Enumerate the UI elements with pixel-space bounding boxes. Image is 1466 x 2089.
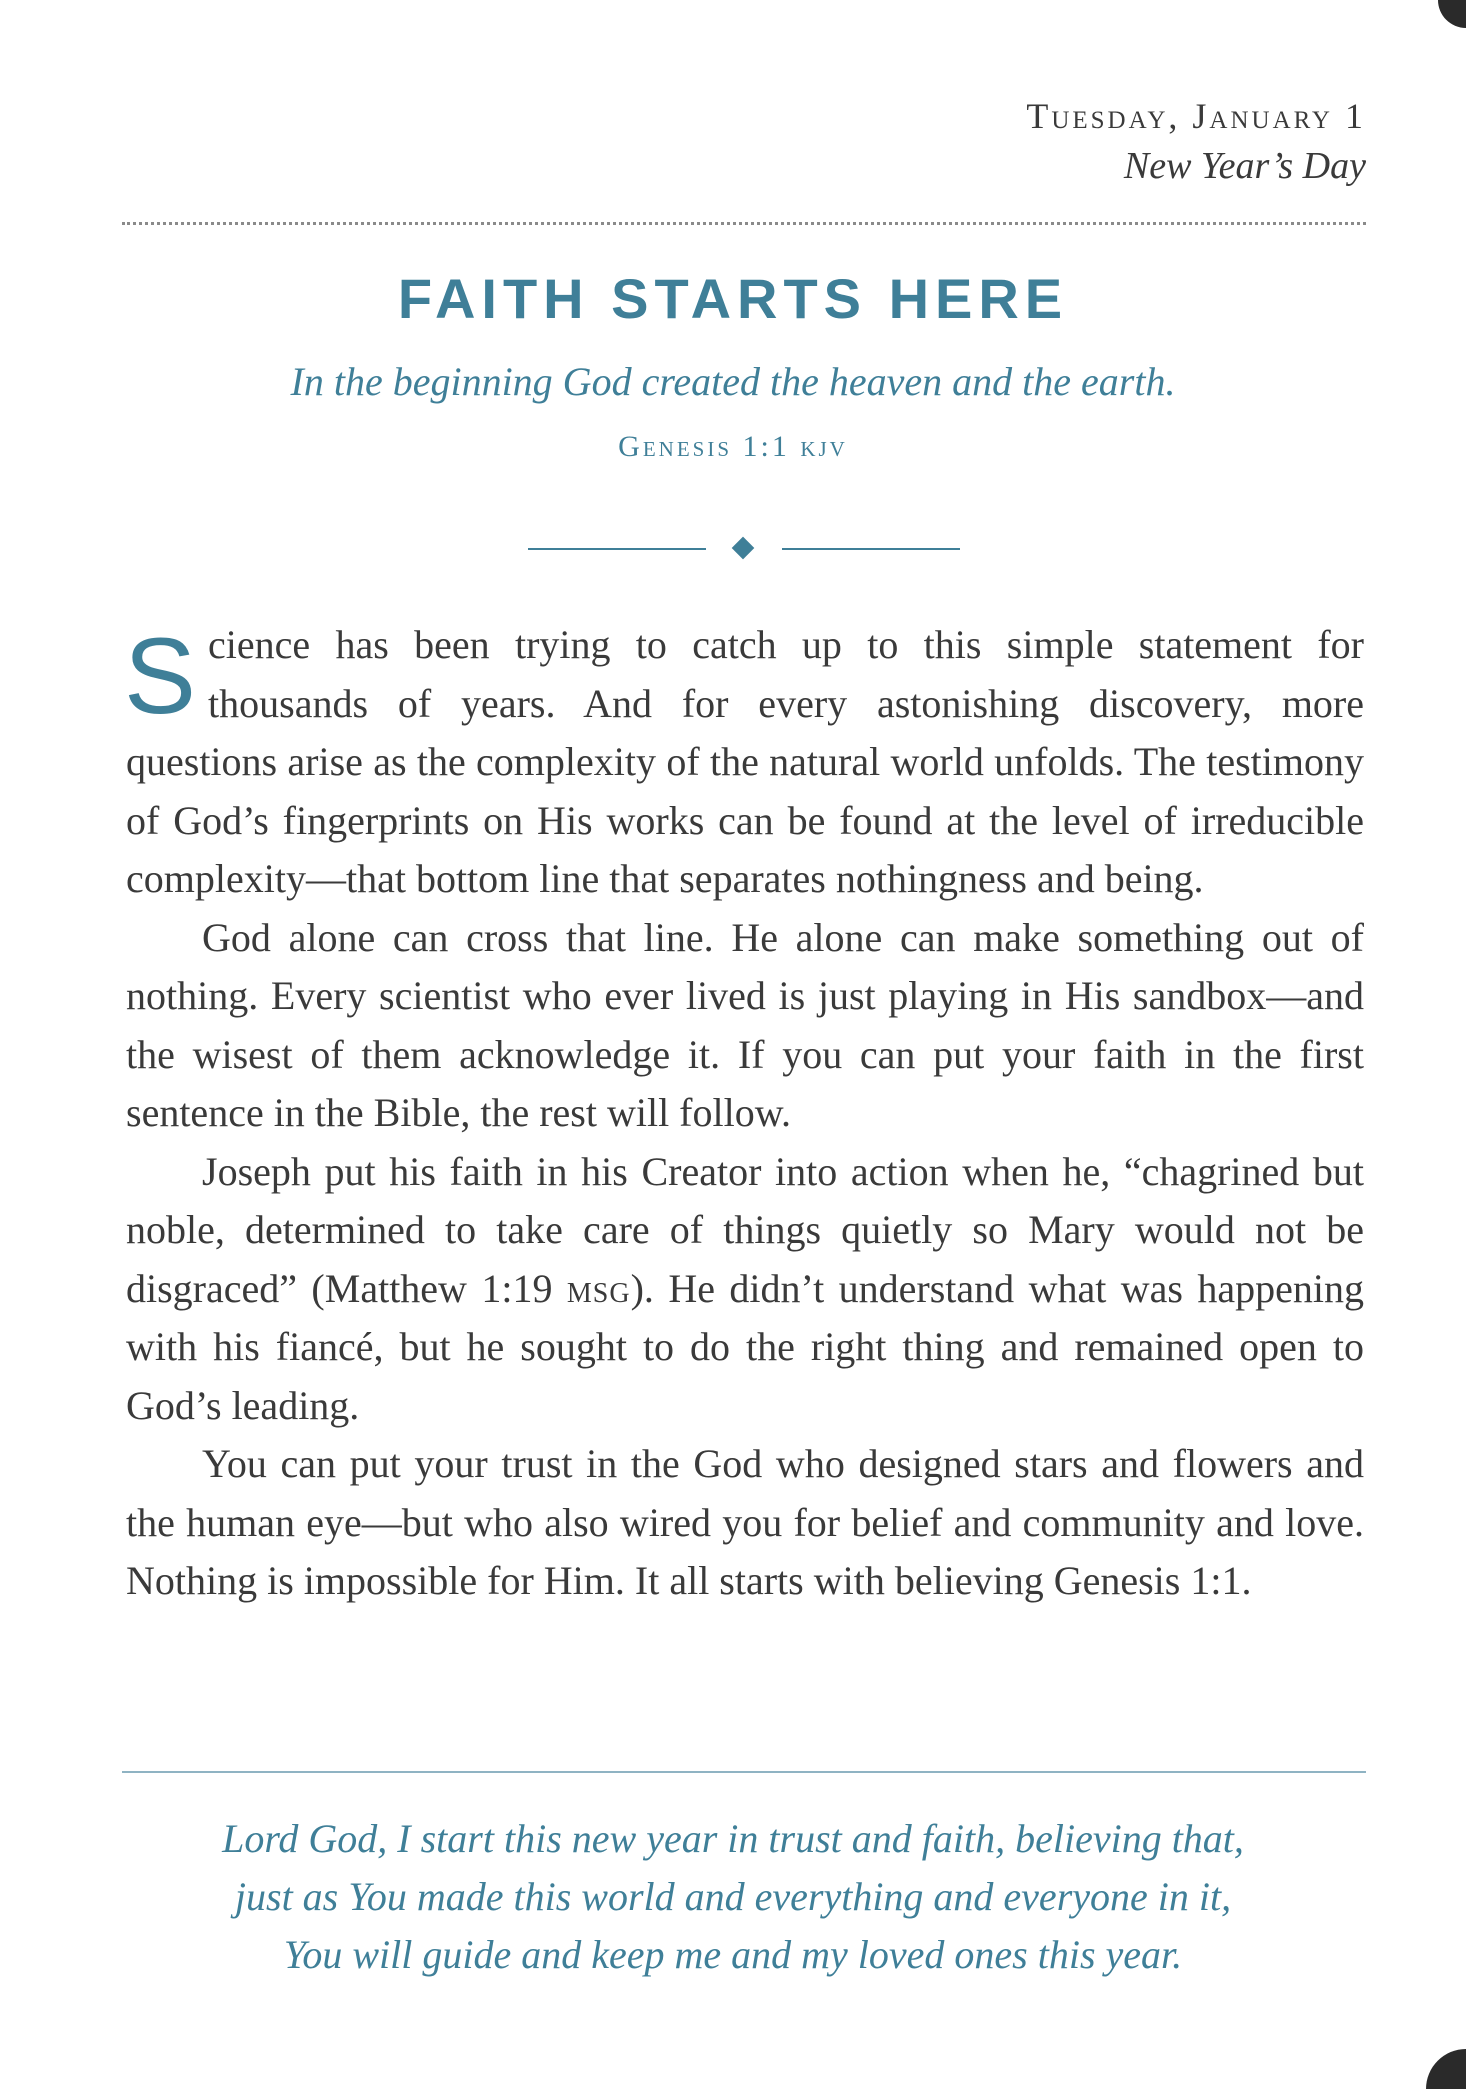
page-corner-bottom-right	[1426, 2049, 1466, 2089]
ornament-line-left	[528, 548, 706, 550]
closing-prayer	[0, 1810, 1466, 1984]
paragraph-3-text-a: Joseph put his faith in his Creator into action when he, “chagrined but noble, determined to take care of things quietly so Mary would not be disgraced” (Matthew 1:19	[126, 1148, 1364, 1311]
body-paragraph-2: God alone can cross that line. He alone can make something out of nothing. Every scientist who ever lived is just playing in His sandbox—and the wisest of them acknowledge it. If you can put your faith in the first sentence in the Bible, the rest will follow.	[126, 914, 1364, 1135]
drop-cap: S	[124, 615, 197, 736]
prayer-divider	[122, 1771, 1366, 1773]
devotion-body	[126, 616, 1364, 1611]
paragraph-3-text-b: ). He didn’t understand what was happening with his fiancé, but he sought to do the right thing and remained open to God’s leading.	[126, 1265, 1365, 1428]
date-header	[1026, 92, 1366, 192]
holiday-label: New Year’s Day	[1123, 145, 1366, 187]
date-label: Tuesday, January 1	[1026, 96, 1366, 136]
diamond-icon	[732, 537, 755, 560]
body-paragraph-3	[126, 1143, 1364, 1436]
prayer-line-1: Lord God, I start this new year in trust and faith, believing that,	[222, 1816, 1244, 1861]
page-corner-top-right	[1438, 0, 1466, 28]
body-paragraph-4: You can put your trust in the God who designed stars and flowers and the human eye—but who also wired you for belief and community and love. Nothing is impossible for Him. It all starts with believing Genesis 1:1.	[126, 1441, 1364, 1603]
bible-version-abbrev: msg	[566, 1265, 631, 1311]
body-paragraph-1	[126, 616, 1364, 909]
diamond-ornament-divider	[528, 536, 960, 562]
devotion-title: FAITH STARTS HERE	[397, 267, 1069, 330]
prayer-line-2: just as You made this world and everything and everyone in it,	[234, 1874, 1232, 1919]
scripture-reference: Genesis 1:1 kjv	[618, 430, 848, 463]
paragraph-1-text: cience has been trying to catch up to this simple statement for thousands of years. And for every astonishing discovery, more questions arise as the complexity of the natural world unfolds. The testimony of God’s fingerprints on His works can be found at the level of irreducible complexity—that bottom line that separates nothingness and being.	[126, 622, 1364, 901]
prayer-line-3: You will guide and keep me and my loved ones this year.	[283, 1932, 1183, 1977]
top-divider	[122, 222, 1366, 225]
scripture-verse: In the beginning God created the heaven and the earth.	[290, 359, 1176, 404]
ornament-line-right	[782, 548, 960, 550]
